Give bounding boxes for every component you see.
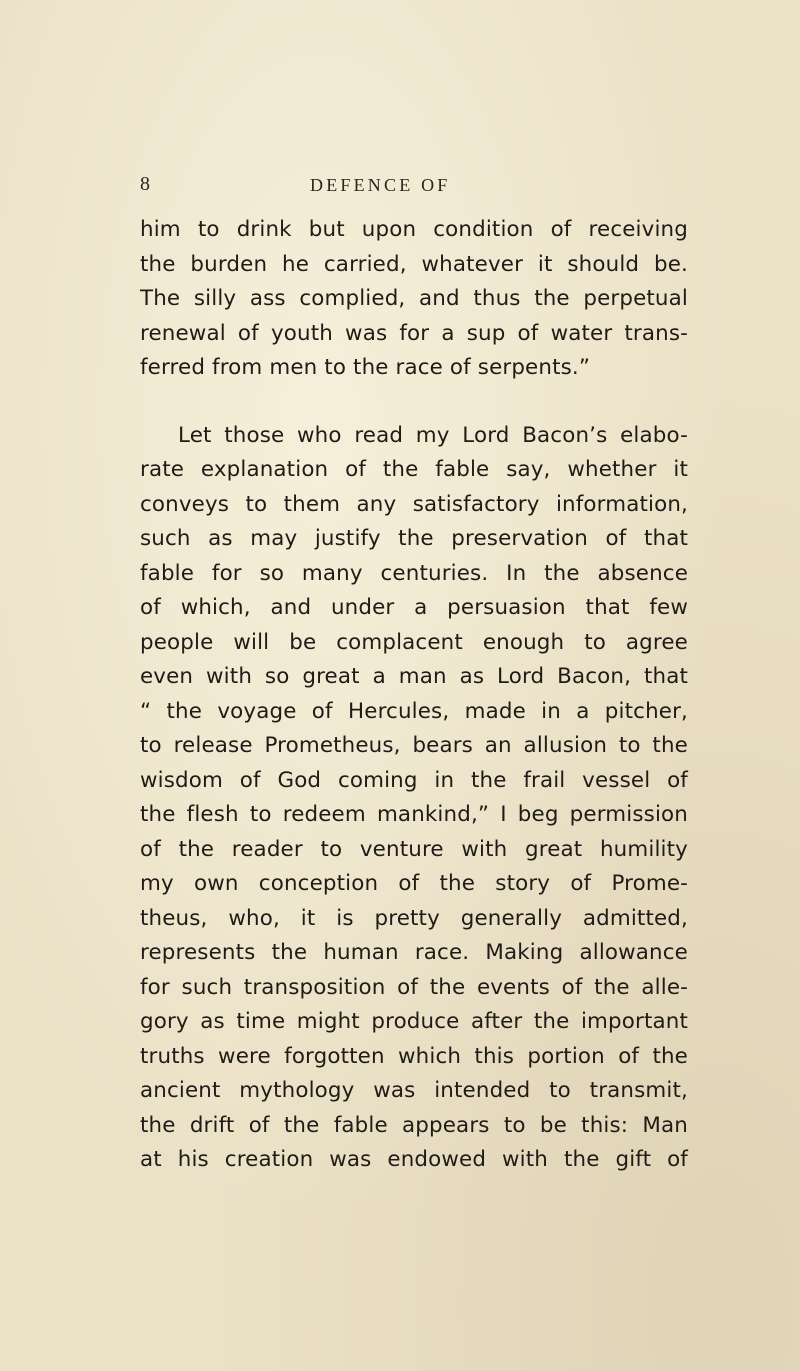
- paragraph: [140, 213, 688, 386]
- text-line: the flesh to redeem mankind,” I beg permission: [140, 802, 688, 827]
- text-line: to release Prometheus, bears an allusion to the: [140, 733, 688, 758]
- text-line: at his creation was endowed with the gift of: [140, 1147, 688, 1172]
- text-line: such as may justify the preservation of that: [140, 526, 688, 551]
- text-line: renewal of youth was for a sup of water trans-: [140, 320, 688, 346]
- text-line: people will be complacent enough to agree: [140, 629, 688, 655]
- text-line: ferred from men to the race of serpents.”: [140, 355, 591, 380]
- text-line: the burden he carried, whatever it should be.: [140, 251, 688, 277]
- text-line: fable for so many centuries. In the absence: [140, 560, 688, 586]
- text-line: truths were forgotten which this portion of the: [140, 1043, 688, 1069]
- text-line: rate explanation of the fable say, whether it: [140, 457, 688, 482]
- text-line: the drift of the fable appears to be this: Man: [140, 1112, 688, 1138]
- text-line: theus, who, it is pretty generally admitted,: [140, 905, 688, 931]
- text-line: for such transposition of the events of the alle-: [140, 974, 688, 1000]
- text-line: ancient mythology was intended to transmit,: [140, 1078, 688, 1103]
- text-line: him to drink but upon condition of receiving: [140, 217, 688, 242]
- running-title: DEFENCE OF: [310, 175, 451, 195]
- body-text: [140, 213, 688, 1178]
- text-line: Let those who read my Lord Bacon’s elabo-: [178, 422, 688, 448]
- text-line: wisdom of God coming in the frail vessel of: [140, 767, 688, 793]
- text-line: represents the human race. Making allowance: [140, 940, 688, 965]
- page-number: 8: [140, 173, 150, 195]
- text-line: conveys to them any satisfactory information,: [140, 491, 688, 517]
- text-line: The silly ass complied, and thus the perpetual: [140, 286, 688, 311]
- text-line: of the reader to venture with great humility: [140, 836, 688, 862]
- text-line: “ the voyage of Hercules, made in a pitcher,: [140, 698, 688, 724]
- paragraph: [140, 419, 688, 1178]
- running-head: [140, 173, 680, 203]
- paragraph-gap: [140, 386, 688, 419]
- text-line: of which, and under a persuasion that few: [140, 595, 688, 620]
- text-line: even with so great a man as Lord Bacon, that: [140, 664, 688, 689]
- text-line: gory as time might produce after the important: [140, 1009, 688, 1034]
- text-line: my own conception of the story of Prome-: [140, 871, 688, 896]
